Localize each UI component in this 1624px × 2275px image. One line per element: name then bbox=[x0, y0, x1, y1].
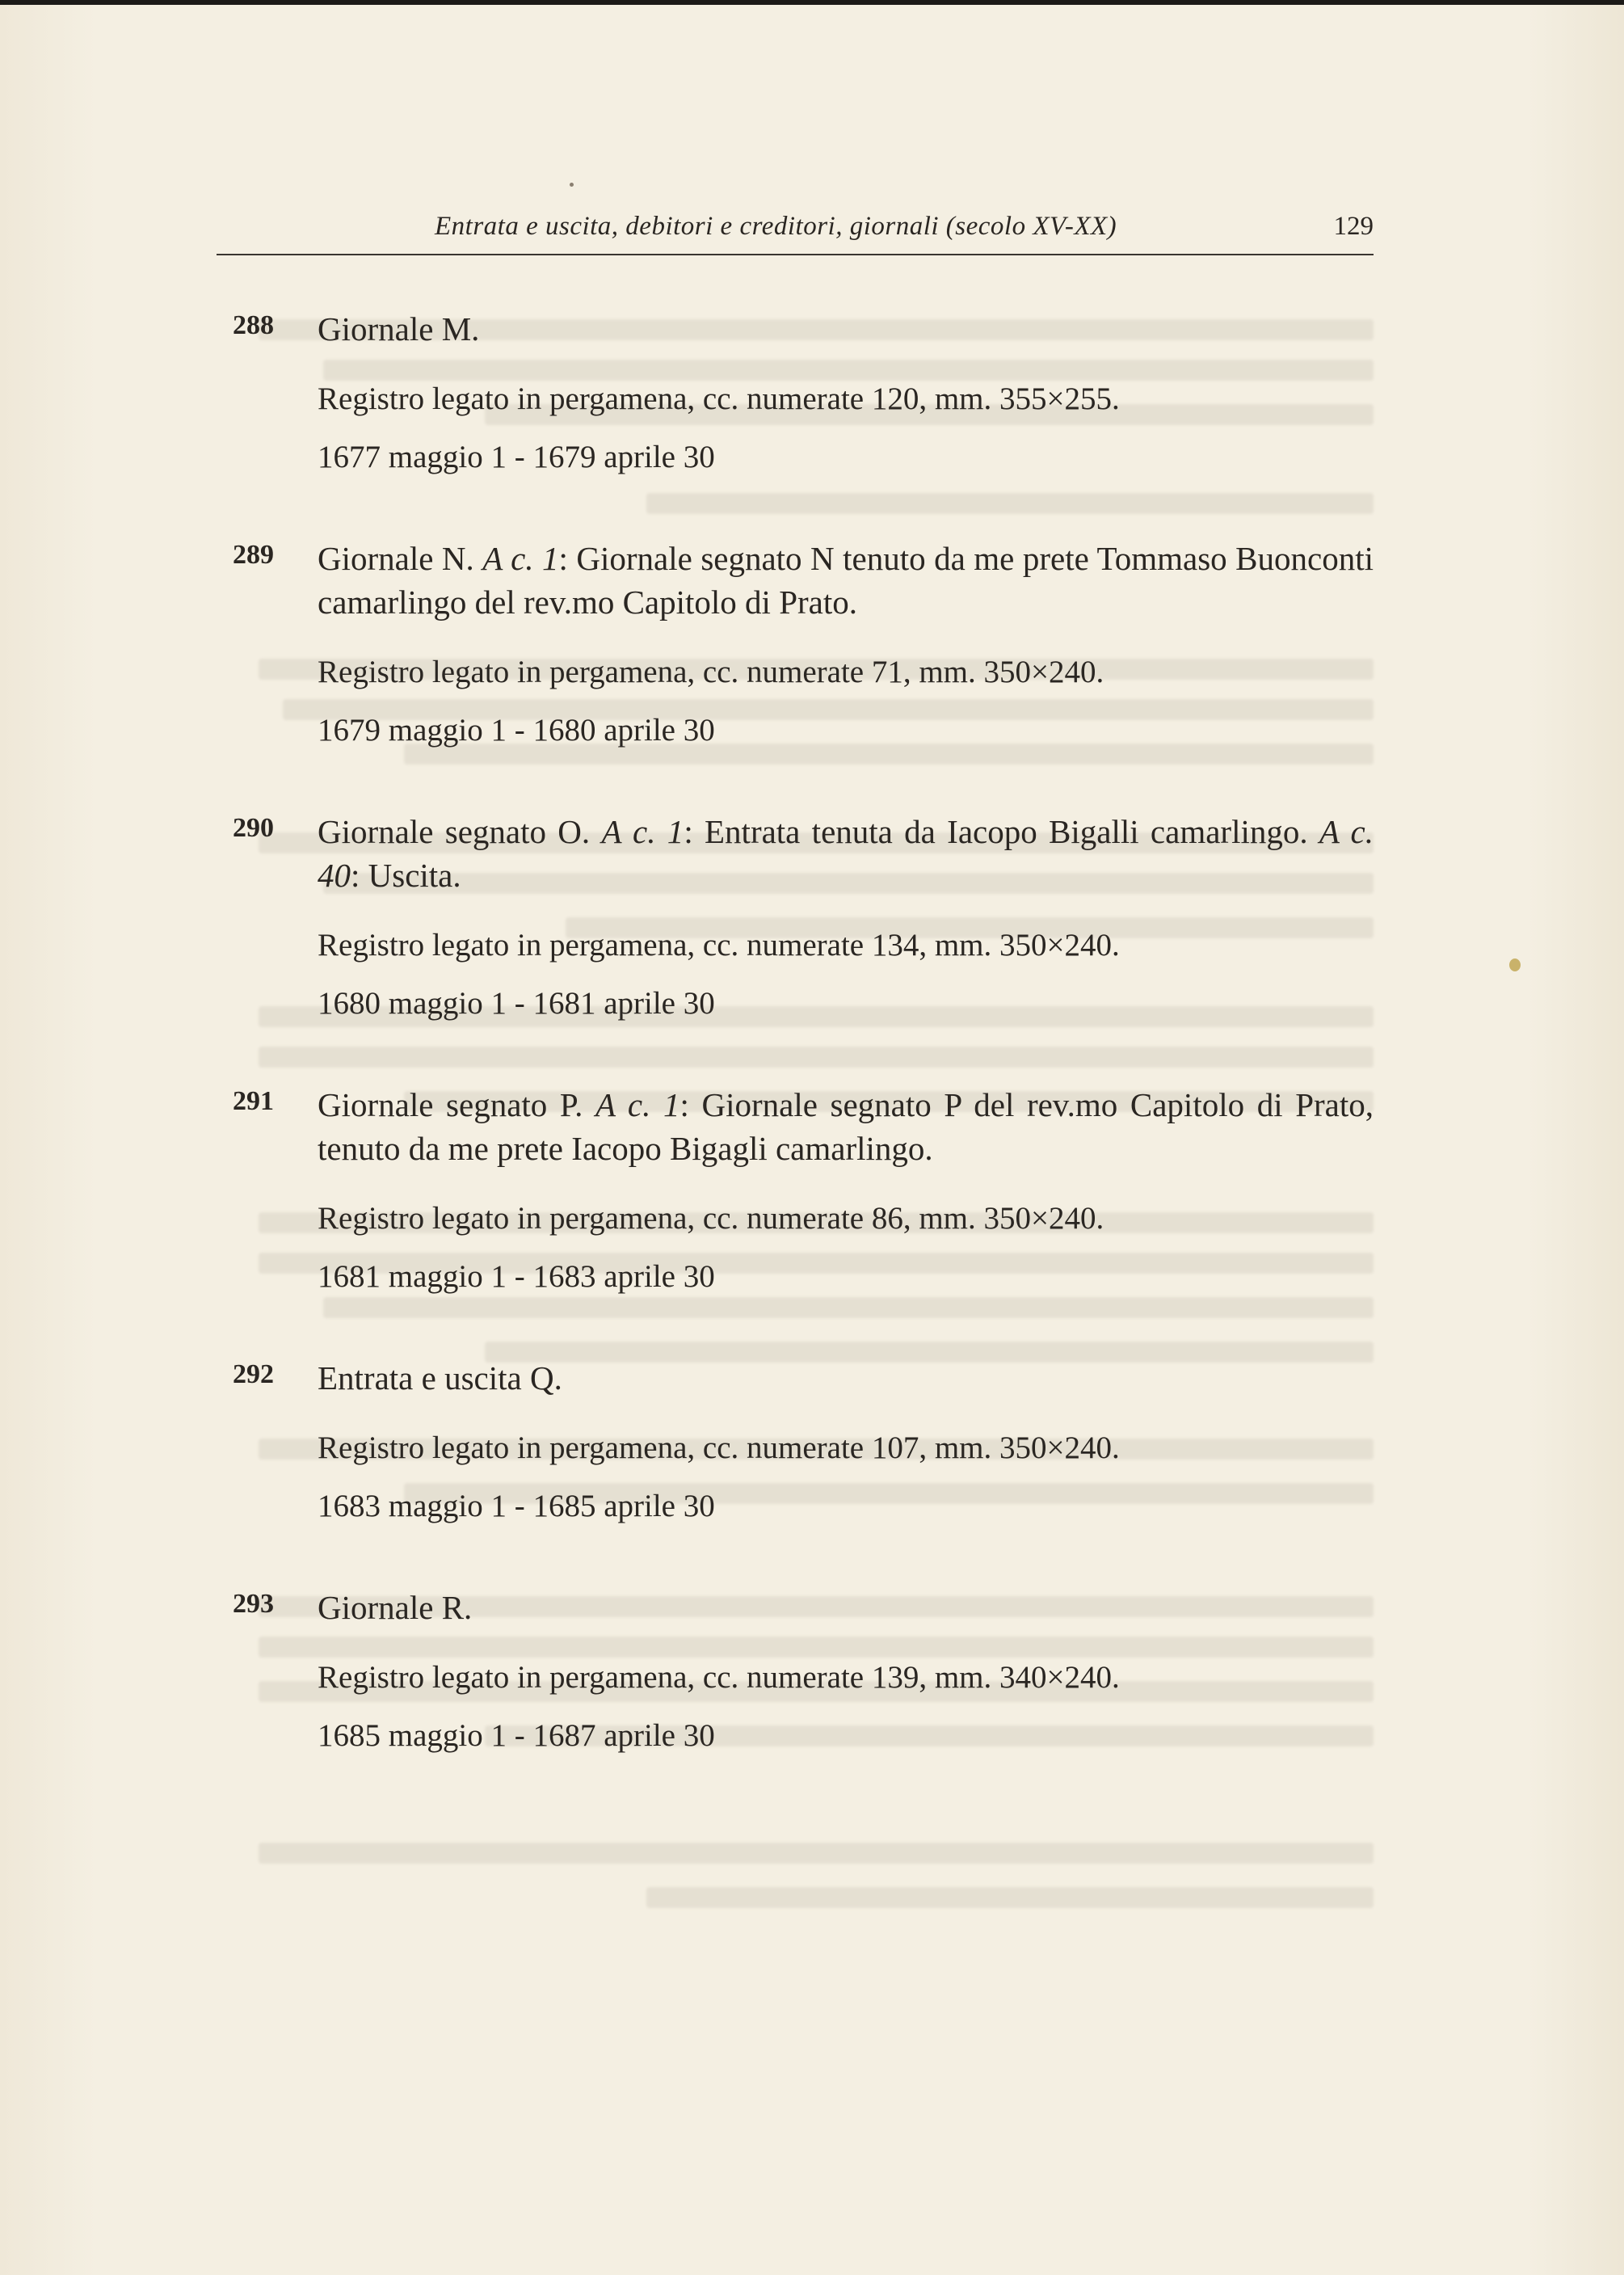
entry-description: Registro legato in pergamena, cc. numerate 120, mm. 355×255. bbox=[318, 381, 1120, 416]
entry-dates: 1683 maggio 1 - 1685 aprile 30 bbox=[318, 1489, 715, 1523]
entry-title-text: : Giornale segnato P del rev.mo Capitolo di Prato, tenuto da me prete Iacopo Bigagli camarlingo. bbox=[318, 1086, 1374, 1167]
catalog-entries bbox=[233, 307, 1374, 1815]
catalog-entry bbox=[233, 1083, 1374, 1298]
entry-description: Registro legato in pergamena, cc. numerate 139, mm. 340×240. bbox=[318, 1660, 1120, 1695]
entry-title-text: Giornale segnato O. bbox=[318, 813, 602, 850]
entry-title-text: : Uscita. bbox=[351, 857, 461, 894]
entry-dates: 1679 maggio 1 - 1680 aprile 30 bbox=[318, 713, 715, 748]
entry-title-italic: A c. 1 bbox=[601, 813, 684, 850]
entry-number: 291 bbox=[233, 1086, 274, 1116]
entry-title-text: Entrata e uscita Q. bbox=[318, 1359, 562, 1397]
entry-number: 292 bbox=[233, 1359, 274, 1389]
catalog-entry bbox=[233, 307, 1374, 478]
catalog-entry bbox=[233, 1586, 1374, 1757]
entry-title bbox=[318, 1356, 1374, 1400]
entry-title-text: Giornale R. bbox=[318, 1589, 473, 1626]
entry-title-text: : Giornale segnato N tenuto da me prete Tommaso Buonconti camarlingo del rev.mo Capitolo di Prato. bbox=[318, 540, 1374, 621]
entry-description: Registro legato in pergamena, cc. numerate 107, mm. 350×240. bbox=[318, 1430, 1120, 1465]
entry-title-italic: A c. 40 bbox=[318, 813, 1374, 894]
page-top-edge bbox=[0, 0, 1624, 5]
entry-title bbox=[318, 1586, 1374, 1629]
entry-title bbox=[318, 1083, 1374, 1170]
paper-speck bbox=[1509, 958, 1521, 971]
entry-description: Registro legato in pergamena, cc. numerate 86, mm. 350×240. bbox=[318, 1201, 1104, 1236]
entry-title-text: Giornale N. bbox=[318, 540, 483, 577]
entry-title bbox=[318, 810, 1374, 897]
entry-title-text: Giornale M. bbox=[318, 310, 480, 348]
running-header bbox=[217, 212, 1374, 255]
entry-number: 289 bbox=[233, 540, 274, 570]
entry-number: 293 bbox=[233, 1589, 274, 1619]
running-title: Entrata e uscita, debitori e creditori, giornali (secolo XV-XX) bbox=[435, 212, 1117, 241]
entry-title-italic: A c. 1 bbox=[595, 1086, 680, 1123]
entry-description: Registro legato in pergamena, cc. numerate 134, mm. 350×240. bbox=[318, 928, 1120, 963]
entry-title bbox=[318, 307, 1374, 351]
entry-number: 288 bbox=[233, 310, 274, 340]
catalog-entry bbox=[233, 1356, 1374, 1527]
entry-title-text: Giornale segnato P. bbox=[318, 1086, 596, 1123]
page-number: 129 bbox=[1333, 212, 1374, 241]
catalog-entry bbox=[233, 537, 1374, 752]
entry-title-italic: A c. 1 bbox=[482, 540, 559, 577]
catalog-entry bbox=[233, 810, 1374, 1025]
entry-dates: 1685 maggio 1 - 1687 aprile 30 bbox=[318, 1718, 715, 1753]
entry-dates: 1680 maggio 1 - 1681 aprile 30 bbox=[318, 986, 715, 1021]
entry-description: Registro legato in pergamena, cc. numerate 71, mm. 350×240. bbox=[318, 655, 1104, 689]
entry-dates: 1681 maggio 1 - 1683 aprile 30 bbox=[318, 1259, 715, 1294]
entry-title-text: : Entrata tenuta da Iacopo Bigalli camarlingo. bbox=[684, 813, 1319, 850]
paper-speck bbox=[570, 183, 574, 187]
entry-number: 290 bbox=[233, 813, 274, 843]
entry-title bbox=[318, 537, 1374, 624]
entry-dates: 1677 maggio 1 - 1679 aprile 30 bbox=[318, 440, 715, 474]
